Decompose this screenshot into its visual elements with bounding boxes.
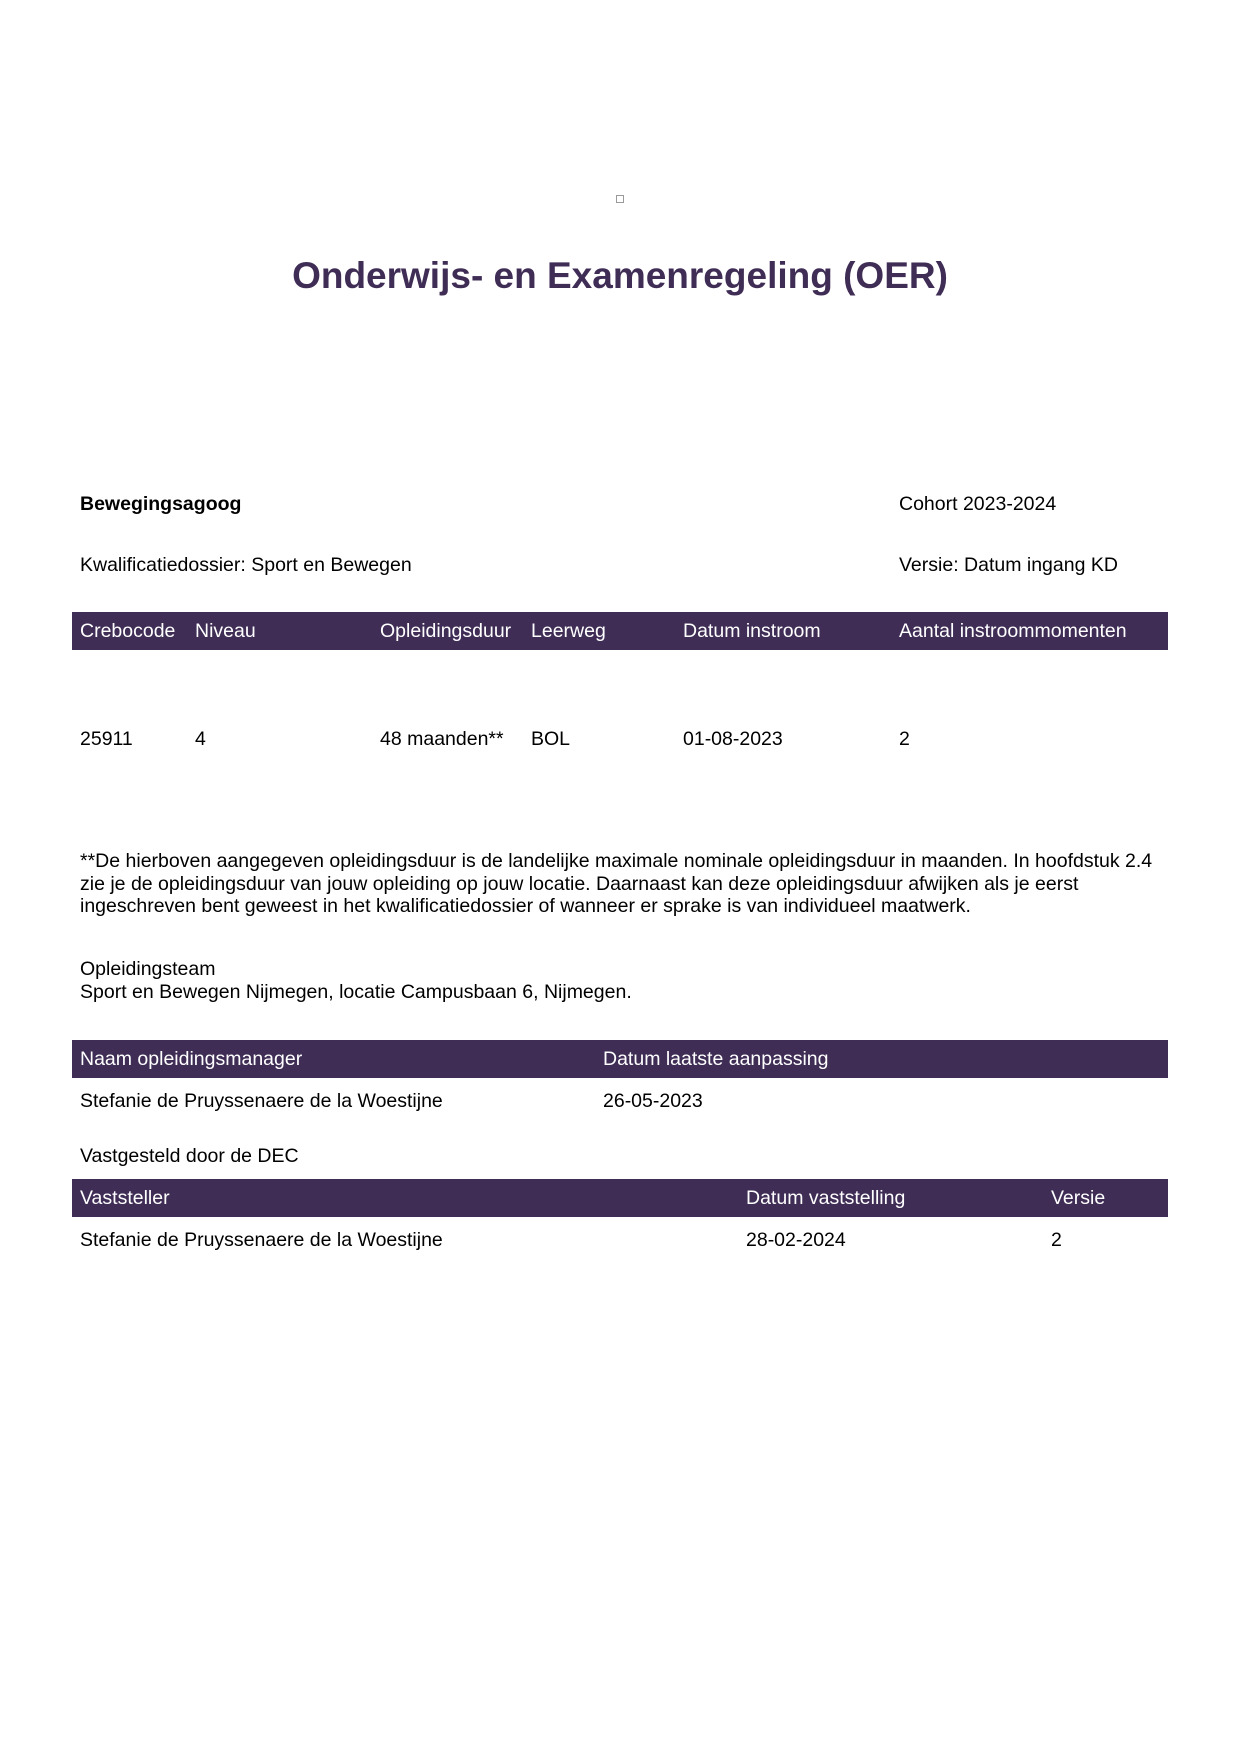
header-datum-laatste-aanpassing: Datum laatste aanpassing [603, 1048, 829, 1070]
team-location: Sport en Bewegen Nijmegen, locatie Campusbaan 6, Nijmegen. [80, 981, 632, 1003]
kwalificatiedossier-label: Kwalificatiedossier: Sport en Bewegen [80, 554, 412, 576]
cell-opleidingsduur: 48 maanden** [380, 728, 504, 750]
versie-label: Versie: Datum ingang KD [899, 554, 1118, 576]
footnote-paragraph: **De hierboven aangegeven opleidingsduur is de landelijke maximale nominale opleidingsduur in maanden. In hoofdstuk 2.4 zie je de opleidingsduur van jouw opleiding op jouw locatie. Daarnaast kan deze opleidingsduur afwijken als je eerst ingeschreven bent geweest in het kwalificatiedossier of wanneer er sprake is van individueel maatwerk. [80, 850, 1153, 917]
cell-aantal-instroommomenten: 2 [899, 728, 910, 750]
cell-vaststeller: Stefanie de Pruyssenaere de la Woestijne [80, 1229, 443, 1251]
opleidingsteam-block [80, 958, 632, 1004]
dec-table-header [72, 1179, 1168, 1217]
cell-versie: 2 [1051, 1229, 1062, 1251]
cell-manager-name: Stefanie de Pruyssenaere de la Woestijne [80, 1090, 443, 1112]
cell-leerweg: BOL [531, 728, 571, 750]
cohort-label: Cohort 2023-2024 [899, 493, 1057, 515]
program-table-header [72, 612, 1168, 650]
cell-datum-instroom: 01-08-2023 [683, 728, 783, 750]
page-title: Onderwijs- en Examenregeling (OER) [292, 255, 948, 296]
image-placeholder-icon [616, 195, 624, 203]
dec-label: Vastgesteld door de DEC [80, 1145, 299, 1167]
team-label: Opleidingsteam [80, 958, 216, 980]
cell-niveau: 4 [195, 728, 206, 750]
header-niveau: Niveau [195, 620, 256, 642]
cell-laatste-aanpassing: 26-05-2023 [603, 1090, 703, 1112]
header-aantal-instroommomenten: Aantal instroommomenten [899, 620, 1127, 642]
manager-table-header [72, 1040, 1168, 1078]
header-datum-instroom: Datum instroom [683, 620, 821, 642]
header-vaststeller: Vaststeller [80, 1187, 170, 1209]
header-leerweg: Leerweg [531, 620, 606, 642]
cell-datum-vaststelling: 28-02-2024 [746, 1229, 846, 1251]
header-opleidingsduur: Opleidingsduur [380, 620, 512, 642]
program-name: Bewegingsagoog [80, 493, 242, 515]
header-naam-opleidingsmanager: Naam opleidingsmanager [80, 1048, 303, 1070]
cell-crebocode: 25911 [80, 728, 133, 750]
header-crebocode: Crebocode [80, 620, 176, 642]
header-datum-vaststelling: Datum vaststelling [746, 1187, 906, 1209]
header-versie: Versie [1051, 1187, 1106, 1209]
